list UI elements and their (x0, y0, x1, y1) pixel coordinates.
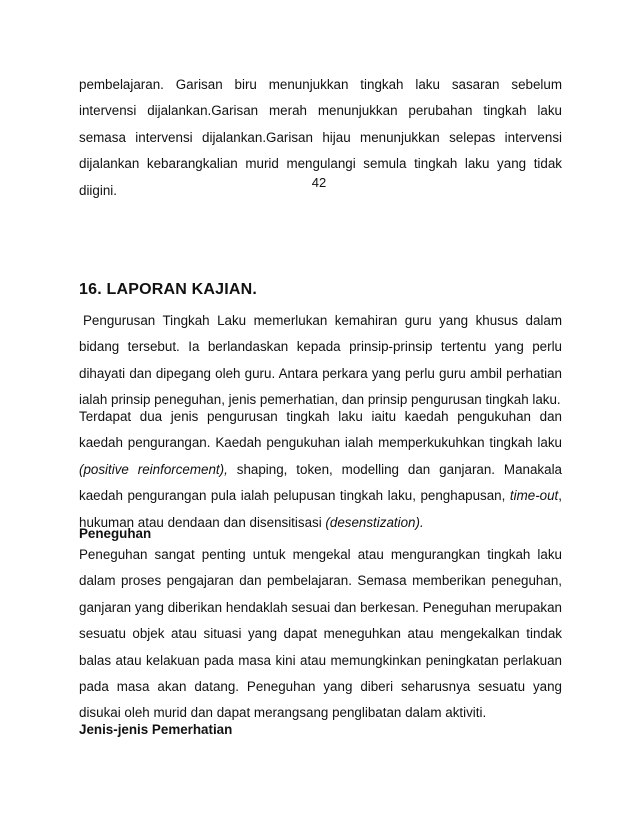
types-italic-3: (desenstization). (325, 514, 424, 530)
page-number: 42 (311, 175, 327, 190)
continued-paragraph: pembelajaran. Garisan biru menunjukkan tingkah laku sasaran sebelum intervensi dijalankan.Garisan merah menunjukkan perubahan tingkah laku semasa intervensi dijalankan.Garisan hijau menunjukkan selepas intervensi dijalankan kebarangkalian murid mengulangi semula tingkah laku yang tidak diigini. (79, 77, 562, 198)
peneguhan-paragraph: Peneguhan sangat penting untuk mengekal atau mengurangkan tingkah laku dalam proses pengajaran dan pembelajaran. Semasa memberikan peneguhan, ganjaran yang diberikan hendaklah sesuai dan berkesan. Peneguhan merupakan sesuatu objek atau situasi yang dapat meneguhkan atau mengekalkan tindak balas atau kelakuan pada masa kini atau memungkinkan peningkatan perlakuan pada masa akan datang. Peneguhan yang diberi seharusnya sesuatu yang disukai oleh murid dan dapat merangsang penglibatan dalam aktiviti. (79, 547, 562, 721)
section-heading: 16. LAPORAN KAJIAN. (79, 281, 258, 298)
intro-paragraph: Pengurusan Tingkah Laku memerlukan kemahiran guru yang khusus dalam bidang tersebut. Ia berlandaskan kepada prinsip-prinsip tertentu yang perlu dihayati dan dipegang oleh guru. Antara perkara yang perlu guru ambil perhatian ialah prinsip peneguhan, jenis pemerhatian, dan prinsip pengurusan tingkah laku. (79, 313, 562, 408)
types-text-3: , hukuman atau dendaan dan disensitisasi (79, 488, 562, 530)
jenis-pemerhatian-heading: Jenis-jenis Pemerhatian (79, 722, 233, 737)
types-text-2: shaping, token, modelling dan ganjaran. Manakala kaedah pengurangan pula ialah pelupusan tingkah laku, penghapusan, (79, 461, 562, 504)
peneguhan-heading: Peneguhan (79, 526, 152, 541)
types-text-1: Terdapat dua jenis pengurusan tingkah laku iaitu kaedah pengukuhan dan kaedah pengurangan. Kaedah pengukuhan ialah memperkukuhkan tingkah laku (79, 409, 562, 451)
management-types-paragraph (79, 404, 562, 536)
types-italic-2: time-out (509, 488, 559, 504)
types-italic-1: (positive reinforcement), (79, 461, 228, 477)
